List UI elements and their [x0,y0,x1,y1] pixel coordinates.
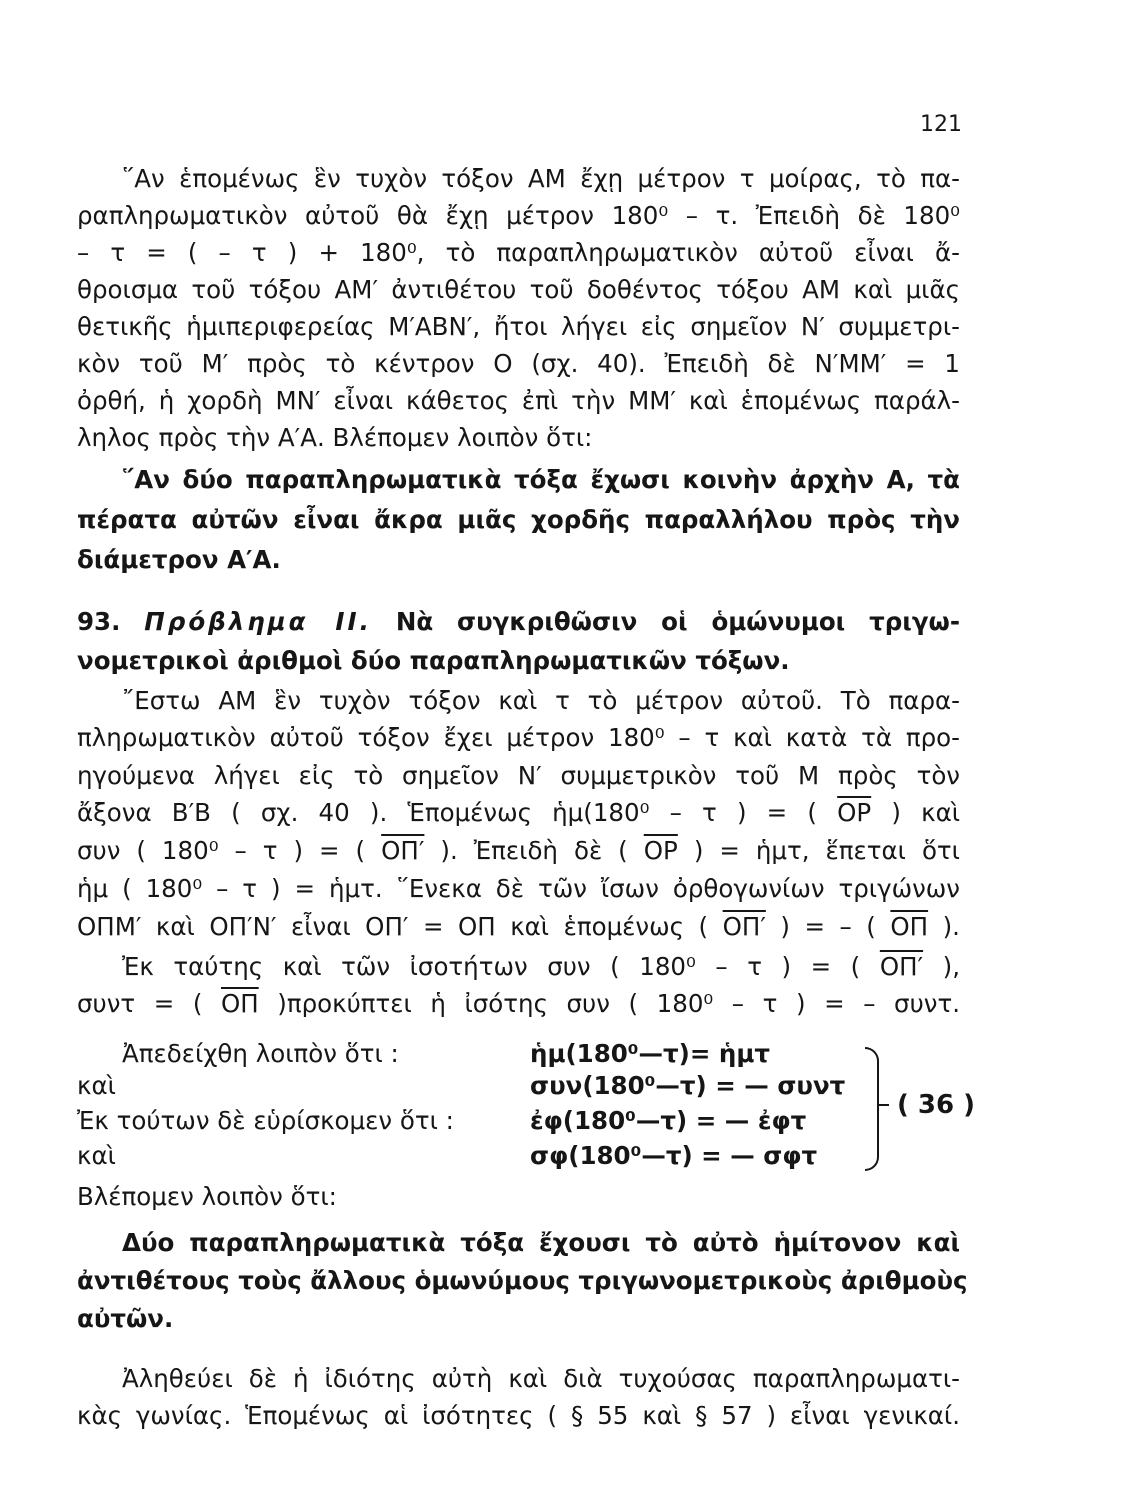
equation-label: καὶ [77,1071,116,1100]
text-fragment: ). [942,912,960,941]
theorem-line: πέρατα αὐτῶν εἶναι ἄκρα μιᾶς χορδῆς παραλλήλου πρὸς τὴν [77,505,960,534]
equation-formula: συν(180⁰—τ) = — συντ [530,1071,846,1100]
equation-formula: ἐφ(180⁰—τ) = — ἐφτ [530,1106,807,1135]
text-line: ραπληρωματικὸν αὐτοῦ θὰ ἔχῃ μέτρον 180⁰ – τ. Ἐπειδὴ δὲ 180⁰ [77,201,960,230]
text-line: ηγούμενα λήγει εἰς τὸ σημεῖον Ν′ συμμετρικὸν τοῦ Μ πρὸς τὸν [77,761,960,790]
arc-symbol: ΟΠ′ [879,952,924,981]
text-line: κὰς γωνίας. Ἑπομένως αἱ ἰσότητες ( § 55 καὶ § 57 ) εἶναι γενικαί. [77,1401,960,1430]
arc-symbol: ΟΠ′ [722,912,766,941]
right-brace-tip [879,1104,889,1106]
text-fragment: ) καὶ [891,798,961,827]
text-fragment: ), [942,952,961,981]
text-line: ὀρθή, ἡ χορδὴ ΜΝ′ εἶναι κάθετος ἐπὶ τὴν ΜΜ′ καὶ ἑπομένως παράλ- [77,386,960,415]
text-fragment: ) = ἡμτ, ἕπεται ὅτι [693,836,960,865]
theorem-line: Δύο παραπληρωματικὰ τόξα ἔχουσι τὸ αὐτὸ ἡμίτονον καὶ [122,1228,960,1257]
theorem-line: ἀντιθέτους τοὺς ἄλλους ὁμωνύμους τριγωνομετρικοὺς ἀριθμοὺς [77,1266,968,1295]
text-fragment: ). Ἐπειδὴ δὲ ( [440,836,628,865]
text-line: ληλος πρὸς τὴν Α′Α. Βλέπομεν λοιπὸν ὅτι: [77,423,593,452]
text-fragment: ἄξονα Β′Β ( σχ. 40 ). Ἑπομένως ἡμ(180⁰ – τ ) = ( [77,798,817,827]
page-number: 121 [920,112,962,137]
text-fragment: συντ = ( [77,989,203,1018]
text-fragment: συν ( 180⁰ – τ ) = ( [77,836,366,865]
problem-statement: Νὰ συγκριθῶσιν οἱ ὁμώνυμοι τριγω- [395,607,960,636]
equation-label: Ἀπεδείχθη λοιπὸν ὅτι : [122,1039,399,1068]
text-line: θροισμα τοῦ τόξου ΑΜ′ ἀντιθέτου τοῦ δοθέντος τόξου ΑΜ καὶ μιᾶς [77,275,960,304]
text-line: κὸν τοῦ Μ′ πρὸς τὸ κέντρον Ο (σχ. 40). Ἐπειδὴ δὲ Ν′ΜΜ′ = 1 [77,349,960,378]
problem-title-line [77,606,960,638]
text-fragment: ) = – ( [780,912,876,941]
text-line [77,911,960,943]
arc-symbol: $\overline{O\Pi}$ [220,989,259,1018]
text-line: – τ = ( – τ ) + 180⁰, τὸ παραπληρωματικὸν αὐτοῦ εἶναι ἄ- [77,238,960,267]
text-fragment: ΟΠΜ′ καὶ ΟΠ′Ν′ εἶναι ΟΠ′ = ΟΠ καὶ ἑπομένως ( [77,912,709,941]
equation-label: Ἐκ τούτων δὲ εὑρίσκομεν ὅτι : [77,1106,454,1135]
right-brace [865,1047,879,1171]
text-fragment: )προκύπτει ἡ ἰσότης συν ( 180⁰ – τ ) = – συντ. [277,989,960,1018]
text-line [77,835,960,867]
text-line: ῎Εστω ΑΜ ἓν τυχὸν τόξον καὶ τ τὸ μέτρον αὐτοῦ. Τὸ παρα- [122,686,960,715]
arc-symbol: $\overline{O\Pi}$ [890,912,929,941]
text-line [77,797,960,829]
theorem-line: αὐτῶν. [77,1304,174,1333]
theorem-line: διάμετρον Α′Α. [77,545,281,574]
text-line: θετικῆς ἡμιπεριφερείας Μ′ΑΒΝ′, ἤτοι λήγει εἰς σημεῖον Ν′ συμμετρι- [77,312,960,341]
text-line [77,988,960,1020]
theorem-line: ῞Αν δύο παραπληρωματικὰ τόξα ἔχωσι κοινὴν ἀρχὴν Α, τὰ [122,465,960,494]
text-line: Ἀληθεύει δὲ ἡ ἰδιότης αὐτὴ καὶ διὰ τυχούσας παραπληρωματι- [122,1364,960,1393]
problem-statement-line: νομετρικοὶ ἀριθμοὶ δύο παραπληρωματικῶν τόξων. [77,646,790,675]
text-line: ἡμ ( 180⁰ – τ ) = ἡμτ. ῞Ενεκα δὲ τῶν ἴσων ὀρθογωνίων τριγώνων [77,874,960,903]
equation-label: καὶ [77,1141,116,1170]
text-line: πληρωματικὸν αὐτοῦ τόξον ἔχει μέτρον 180⁰ – τ καὶ κατὰ τὰ προ- [77,723,960,752]
text-line: Βλέπομεν λοιπὸν ὅτι: [77,1182,337,1211]
arc-symbol: $\overline{OP}$ [643,836,678,865]
arc-symbol: ΟΠ′ [381,836,425,865]
problem-number: 93. [77,607,121,636]
problem-label: Πρόβλημα II. [144,607,372,636]
equation-number: ( 36 ) [897,1090,976,1120]
text-fragment: Ἐκ ταύτης καὶ τῶν ἰσοτήτων συν ( 180⁰ – τ ) = ( [122,952,861,981]
equation-formula: σφ(180⁰—τ) = — σφτ [530,1141,818,1170]
equation-formula: ἡμ(180⁰—τ)= ἡμτ [530,1039,771,1068]
text-line [122,951,960,983]
arc-symbol: $\overline{OP}$ [837,798,872,827]
text-line: ῞Αν ἑπομένως ἓν τυχὸν τόξον ΑΜ ἔχῃ μέτρον τ μοίρας, τὸ πα- [122,164,960,193]
